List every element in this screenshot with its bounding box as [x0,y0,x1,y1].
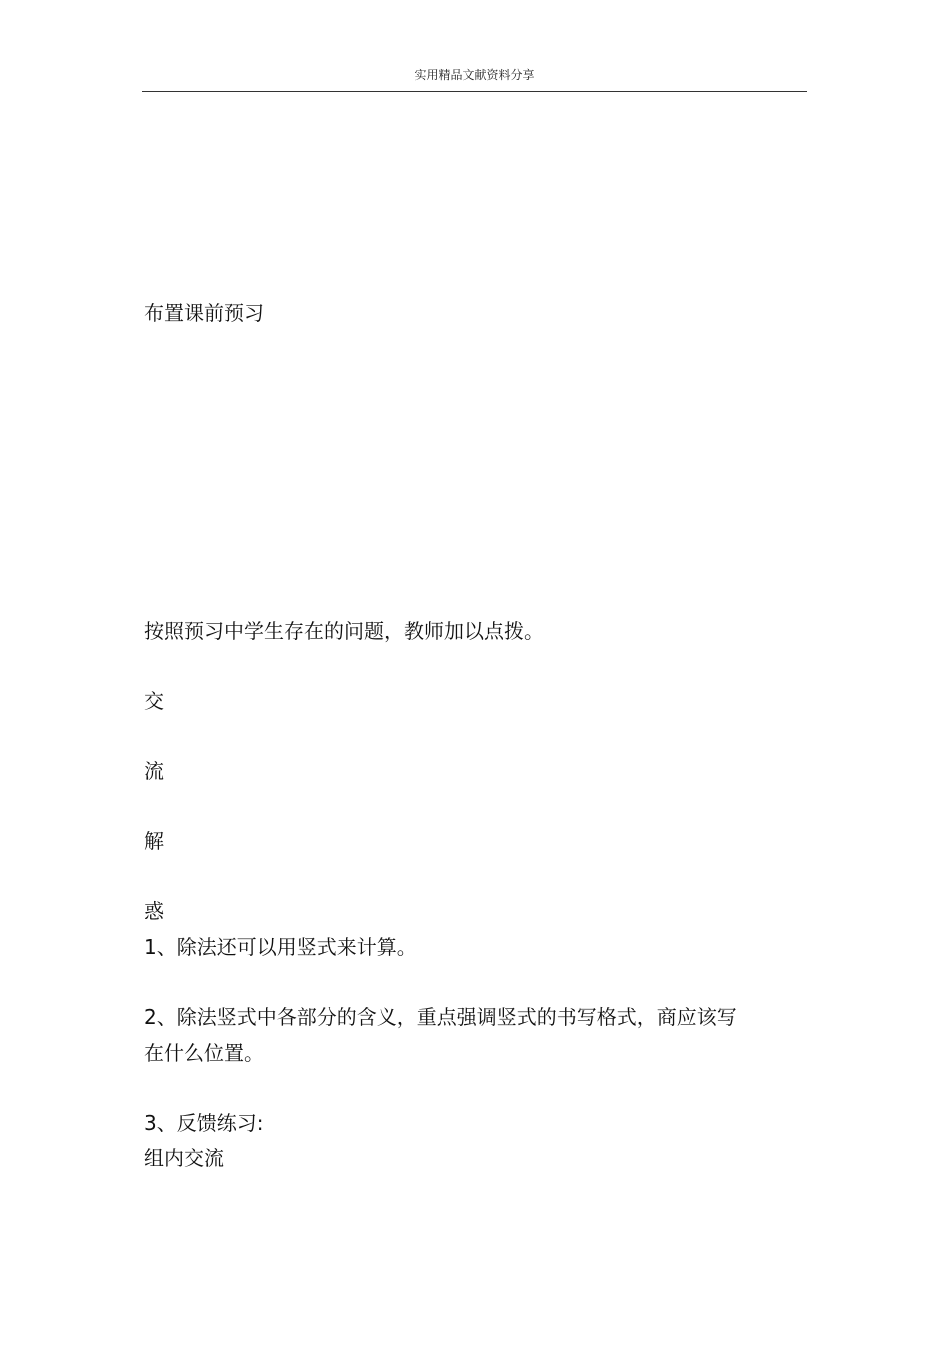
header-divider [142,91,807,92]
vertical-label-char-1: 交 [144,689,164,713]
header-title: 实用精品文献资料分享 [414,68,535,82]
list-item-3: 3、反馈练习: [144,1111,264,1135]
group-exchange-text: 组内交流 [144,1146,224,1170]
vertical-label-char-4: 惑 [144,899,164,923]
vertical-label-char-3: 解 [144,829,164,853]
guidance-text: 按照预习中学生存在的问题，教师加以点拨。 [144,619,544,643]
list-item-1: 1、除法还可以用竖式来计算。 [144,935,417,959]
vertical-label-char-2: 流 [144,759,164,783]
list-item-2-line-2: 在什么位置。 [144,1041,264,1065]
heading-preview: 布置课前预习 [144,301,264,325]
list-item-2-line-1: 2、除法竖式中各部分的含义，重点强调竖式的书写格式，商应该写 [144,1005,737,1029]
